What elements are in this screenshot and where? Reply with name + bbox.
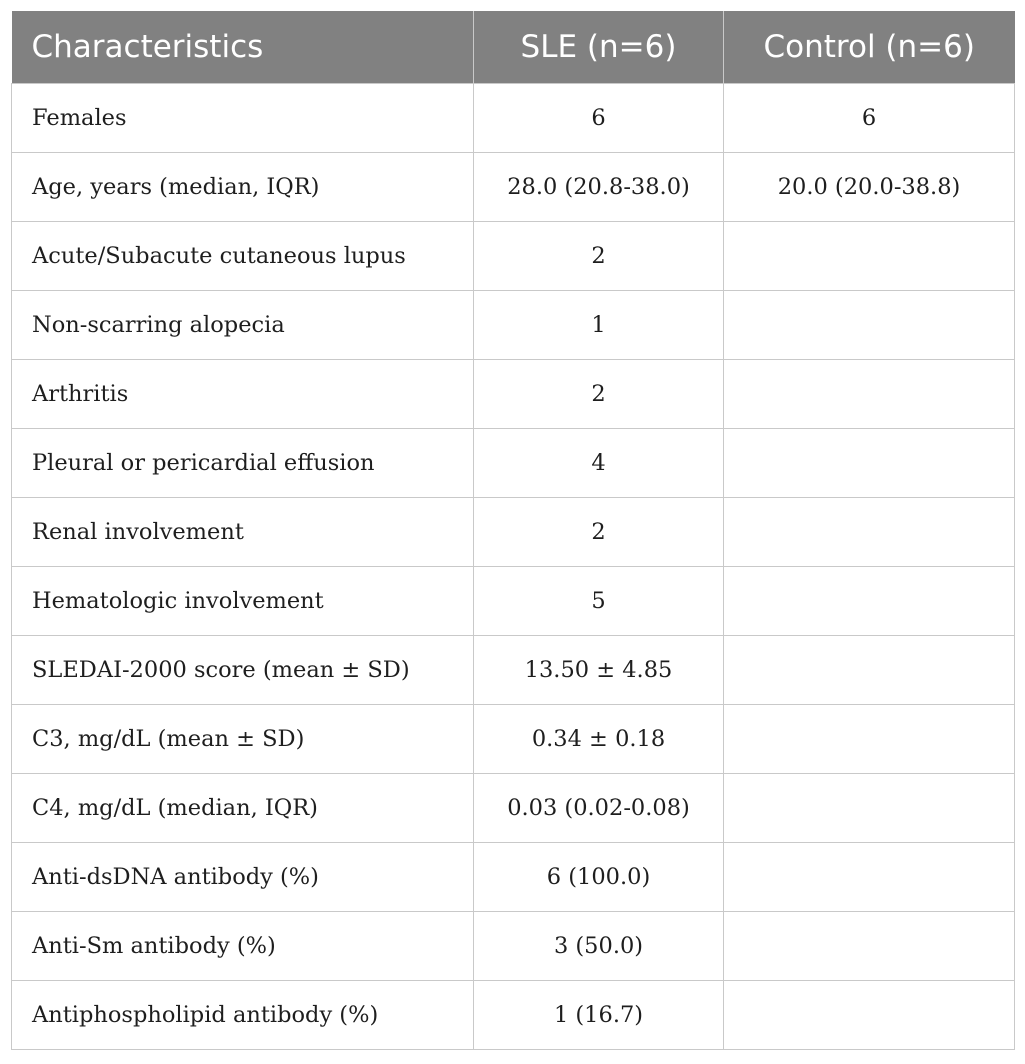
characteristic-cell: SLEDAI-2000 score (mean ± SD)	[12, 636, 474, 705]
characteristics-table-container	[11, 11, 1014, 1050]
characteristic-cell: Females	[12, 84, 474, 153]
sle-value-cell: 0.34 ± 0.18	[474, 705, 724, 774]
sle-value-cell: 1 (16.7)	[474, 981, 724, 1050]
header-characteristics: Characteristics	[12, 11, 474, 84]
sle-value-cell: 28.0 (20.8-38.0)	[474, 153, 724, 222]
sle-value-cell: 1	[474, 291, 724, 360]
table-row	[12, 222, 1015, 291]
table-row	[12, 498, 1015, 567]
table-row	[12, 774, 1015, 843]
characteristic-cell: Arthritis	[12, 360, 474, 429]
characteristics-table	[11, 11, 1015, 1050]
table-row	[12, 912, 1015, 981]
control-value-cell	[724, 912, 1015, 981]
control-value-cell	[724, 567, 1015, 636]
control-value-cell	[724, 636, 1015, 705]
control-value-cell	[724, 360, 1015, 429]
table-row	[12, 705, 1015, 774]
characteristic-cell: Acute/Subacute cutaneous lupus	[12, 222, 474, 291]
table-row	[12, 291, 1015, 360]
sle-value-cell: 3 (50.0)	[474, 912, 724, 981]
table-row	[12, 153, 1015, 222]
table-row	[12, 429, 1015, 498]
characteristic-cell: Anti-dsDNA antibody (%)	[12, 843, 474, 912]
characteristic-cell: C4, mg/dL (median, IQR)	[12, 774, 474, 843]
sle-value-cell: 2	[474, 360, 724, 429]
control-value-cell	[724, 222, 1015, 291]
sle-value-cell: 6 (100.0)	[474, 843, 724, 912]
sle-value-cell: 4	[474, 429, 724, 498]
header-sle: SLE (n=6)	[474, 11, 724, 84]
sle-value-cell: 0.03 (0.02-0.08)	[474, 774, 724, 843]
table-row	[12, 360, 1015, 429]
sle-value-cell: 6	[474, 84, 724, 153]
header-control: Control (n=6)	[724, 11, 1015, 84]
table-row	[12, 567, 1015, 636]
sle-value-cell: 2	[474, 222, 724, 291]
control-value-cell	[724, 705, 1015, 774]
control-value-cell	[724, 843, 1015, 912]
characteristic-cell: Pleural or pericardial effusion	[12, 429, 474, 498]
table-body	[12, 84, 1015, 1050]
table-row	[12, 84, 1015, 153]
characteristic-cell: Non-scarring alopecia	[12, 291, 474, 360]
characteristic-cell: C3, mg/dL (mean ± SD)	[12, 705, 474, 774]
control-value-cell: 20.0 (20.0-38.8)	[724, 153, 1015, 222]
characteristic-cell: Age, years (median, IQR)	[12, 153, 474, 222]
sle-value-cell: 5	[474, 567, 724, 636]
control-value-cell: 6	[724, 84, 1015, 153]
characteristic-cell: Hematologic involvement	[12, 567, 474, 636]
control-value-cell	[724, 429, 1015, 498]
sle-value-cell: 2	[474, 498, 724, 567]
table-row	[12, 843, 1015, 912]
control-value-cell	[724, 291, 1015, 360]
characteristic-cell: Anti-Sm antibody (%)	[12, 912, 474, 981]
control-value-cell	[724, 774, 1015, 843]
sle-value-cell: 13.50 ± 4.85	[474, 636, 724, 705]
table-row	[12, 636, 1015, 705]
control-value-cell	[724, 981, 1015, 1050]
control-value-cell	[724, 498, 1015, 567]
characteristic-cell: Renal involvement	[12, 498, 474, 567]
table-row	[12, 981, 1015, 1050]
characteristic-cell: Antiphospholipid antibody (%)	[12, 981, 474, 1050]
table-header	[12, 11, 1015, 84]
header-row	[12, 11, 1015, 84]
